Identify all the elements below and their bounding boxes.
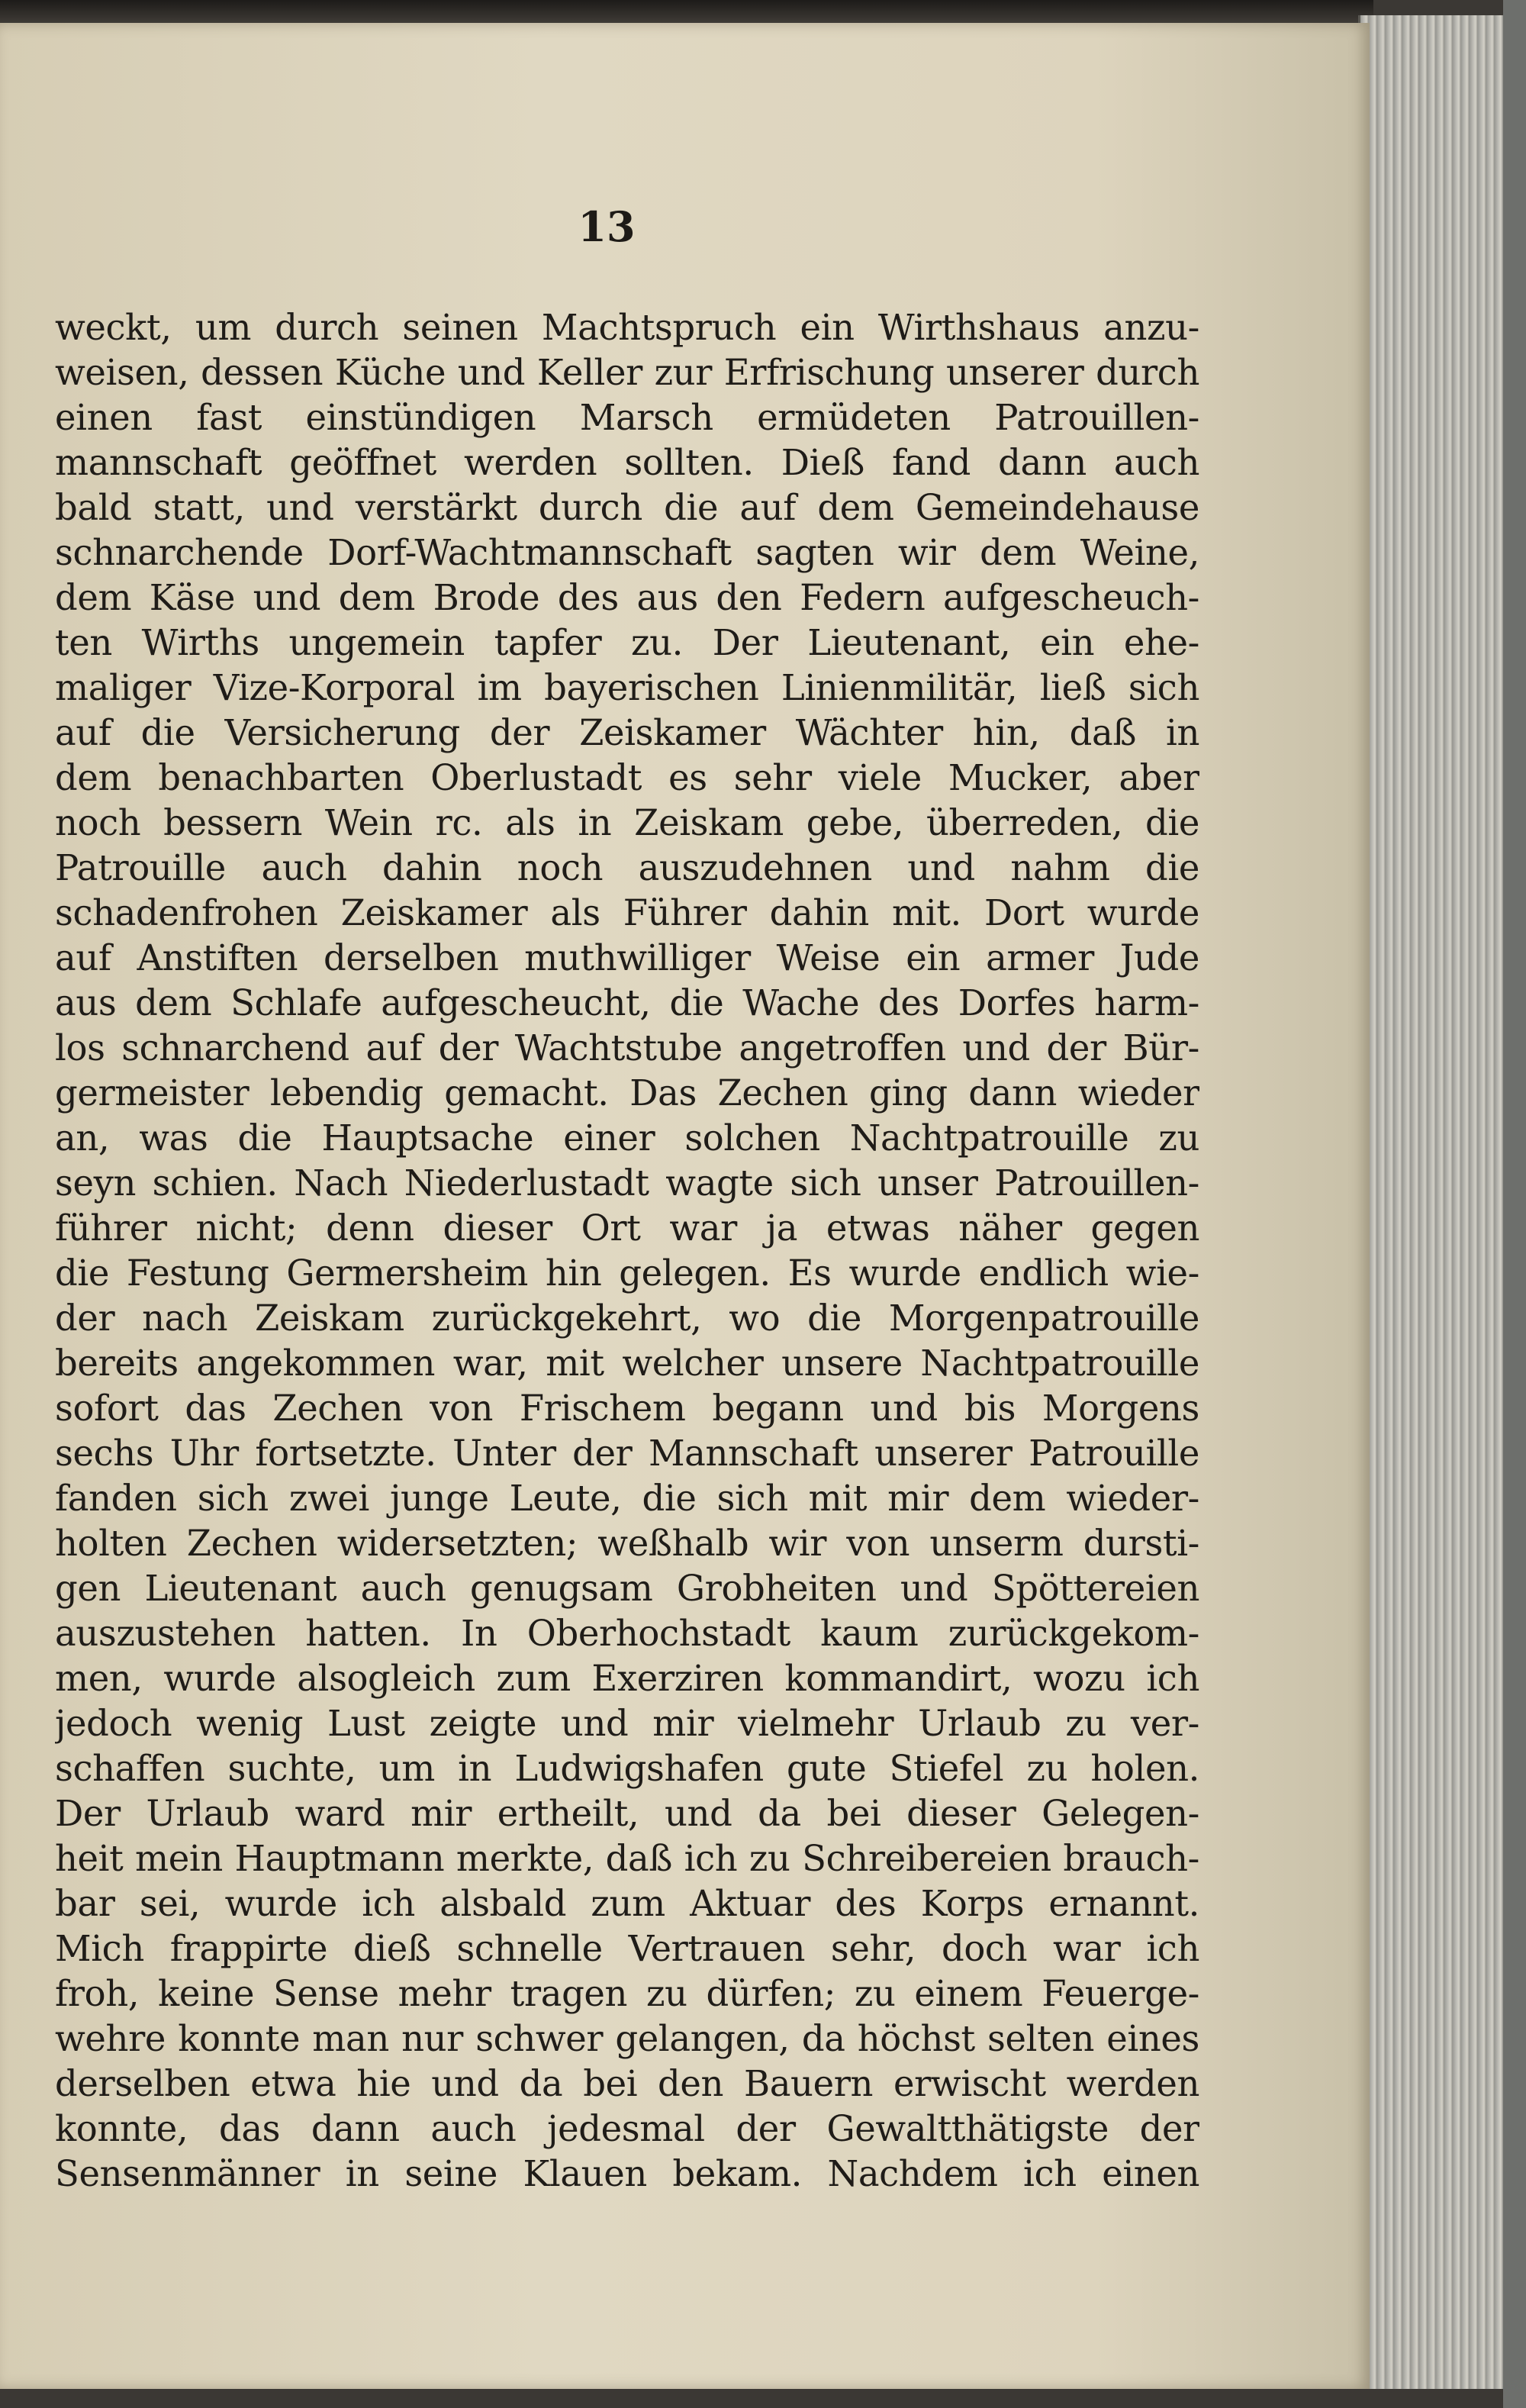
text-line: schadenfrohen Zeiskamer als Führer dahin mit. Dort wurde <box>55 892 1199 933</box>
text-line: germeister lebendig gemacht. Das Zechen ging dann wieder <box>55 1072 1199 1114</box>
text-line: los schnarchend auf der Wachtstube angetroffen und der Bür- <box>55 1027 1199 1069</box>
text-line: aus dem Schlafe aufgescheucht, die Wache des Dorfes harm- <box>55 982 1199 1023</box>
text-line: bar sei, wurde ich alsbald zum Aktuar des Korps ernannt. <box>55 1883 1199 1924</box>
body-text <box>55 305 1199 2197</box>
text-line: schaffen suchte, um in Ludwigshafen gute Stiefel zu holen. <box>55 1748 1199 1789</box>
text-line: an, was die Hauptsache einer solchen Nachtpatrouille zu <box>55 1117 1199 1159</box>
cover-edge <box>1503 0 1526 2408</box>
text-line: Der Urlaub ward mir ertheilt, und da bei dieser Gelegen- <box>55 1793 1199 1834</box>
text-line: auf Anstiften derselben muthwilliger Weise ein armer Jude <box>55 937 1199 978</box>
text-line: mannschaft geöffnet werden sollten. Dieß fand dann auch <box>55 442 1199 483</box>
text-line: weckt, um durch seinen Machtspruch ein Wirthshaus anzu- <box>55 307 1199 348</box>
text-line: gen Lieutenant auch genugsam Grobheiten und Spöttereien <box>55 1568 1199 1609</box>
text-line: Mich frappirte dieß schnelle Vertrauen sehr, doch war ich <box>55 1928 1199 1969</box>
text-line: dem benachbarten Oberlustadt es sehr viele Mucker, aber <box>55 757 1199 798</box>
text-line: bald statt, und verstärkt durch die auf dem Gemeindehause <box>55 487 1199 528</box>
text-line: heit mein Hauptmann merkte, daß ich zu Schreibereien brauch- <box>55 1838 1199 1879</box>
text-line: wehre konnte man nur schwer gelangen, da höchst selten eines <box>55 2018 1199 2059</box>
text-line: maliger Vize-Korporal im bayerischen Linienmilitär, ließ sich <box>55 667 1199 708</box>
text-line: der nach Zeiskam zurückgekehrt, wo die Morgenpatrouille <box>55 1297 1199 1339</box>
page-number: 13 <box>578 202 636 251</box>
text-line: ten Wirths ungemein tapfer zu. Der Lieutenant, ein ehe- <box>55 622 1199 663</box>
text-line: holten Zechen widersetzten; weßhalb wir von unserm dursti- <box>55 1523 1199 1564</box>
text-line: weisen, dessen Küche und Keller zur Erfrischung unserer durch <box>55 352 1199 393</box>
text-line: auszustehen hatten. In Oberhochstadt kaum zurückgekom- <box>55 1613 1199 1654</box>
text-line: konnte, das dann auch jedesmal der Gewaltthätigste der <box>55 2108 1199 2149</box>
text-line: die Festung Germersheim hin gelegen. Es wurde endlich wie- <box>55 1252 1199 1294</box>
text-line: derselben etwa hie und da bei den Bauern erwischt werden <box>55 2063 1199 2104</box>
text-line: seyn schien. Nach Niederlustadt wagte sich unser Patrouillen- <box>55 1162 1199 1204</box>
page-edges <box>1358 15 1513 2389</box>
text-line: men, wurde alsogleich zum Exerziren kommandirt, wozu ich <box>55 1658 1199 1699</box>
text-line: Patrouille auch dahin noch auszudehnen und nahm die <box>55 847 1199 888</box>
text-line: dem Käse und dem Brode des aus den Federn aufgescheuch- <box>55 577 1199 618</box>
text-line: auf die Versicherung der Zeiskamer Wächter hin, daß in <box>55 712 1199 753</box>
text-line: froh, keine Sense mehr tragen zu dürfen; zu einem Feuerge- <box>55 1973 1199 2014</box>
text-line: schnarchende Dorf-Wachtmannschaft sagten wir dem Weine, <box>55 532 1199 573</box>
text-line: sofort das Zechen von Frischem begann und bis Morgens <box>55 1388 1199 1429</box>
text-line: sechs Uhr fortsetzte. Unter der Mannschaft unserer Patrouille <box>55 1433 1199 1474</box>
text-line: führer nicht; denn dieser Ort war ja etwas näher gegen <box>55 1207 1199 1249</box>
text-line: jedoch wenig Lust zeigte und mir vielmehr Urlaub zu ver- <box>55 1703 1199 1744</box>
text-line: Sensenmänner in seine Klauen bekam. Nachdem ich einen <box>55 2153 1199 2194</box>
text-line: bereits angekommen war, mit welcher unsere Nachtpatrouille <box>55 1343 1199 1384</box>
text-line: einen fast einstündigen Marsch ermüdeten Patrouillen- <box>55 397 1199 438</box>
text-line: noch bessern Wein rc. als in Zeiskam gebe, überreden, die <box>55 802 1199 843</box>
text-line: fanden sich zwei junge Leute, die sich mit mir dem wieder- <box>55 1478 1199 1519</box>
book-page <box>0 23 1370 2389</box>
